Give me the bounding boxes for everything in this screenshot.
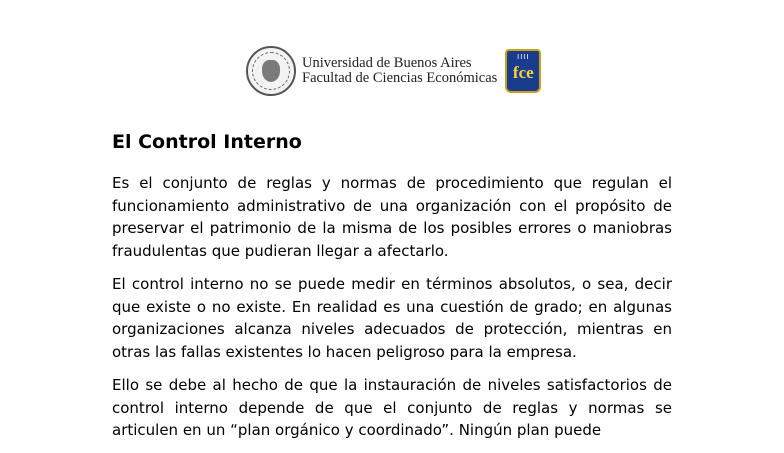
document-title: El Control Interno	[112, 131, 302, 153]
faculty-name: Facultad de Ciencias Económicas	[302, 70, 498, 86]
university-seal-icon	[246, 46, 296, 96]
fce-logo-icon: IIII fce	[505, 49, 541, 93]
document-body	[112, 172, 672, 453]
institution-name	[302, 56, 497, 86]
paragraph: Es el conjunto de reglas y normas de procedimiento que regulan el funcionamiento administrativo de una organización con el propósito de preservar el patrimonio de la misma de los posibles errores o maniobras fraudulentas que pudieran llegar a afectarlo.	[112, 174, 672, 260]
paragraph: Ello se debe al hecho de que la instauración de niveles satisfactorios de control interno depende de que el conjunto de reglas y normas se articulen en un “plan orgánico y coordinado”. Ningún plan puede	[112, 376, 672, 439]
university-name: Universidad de Buenos Aires	[302, 55, 472, 71]
document-header	[246, 46, 541, 96]
paragraph: El control interno no se puede medir en términos absolutos, o sea, decir que existe o no existe. En realidad es una cuestión de grado; en algunas organizaciones alcanza niveles adecuados de protección, mientras en otras las fallas existentes lo hacen peligroso para la empresa.	[112, 275, 672, 361]
